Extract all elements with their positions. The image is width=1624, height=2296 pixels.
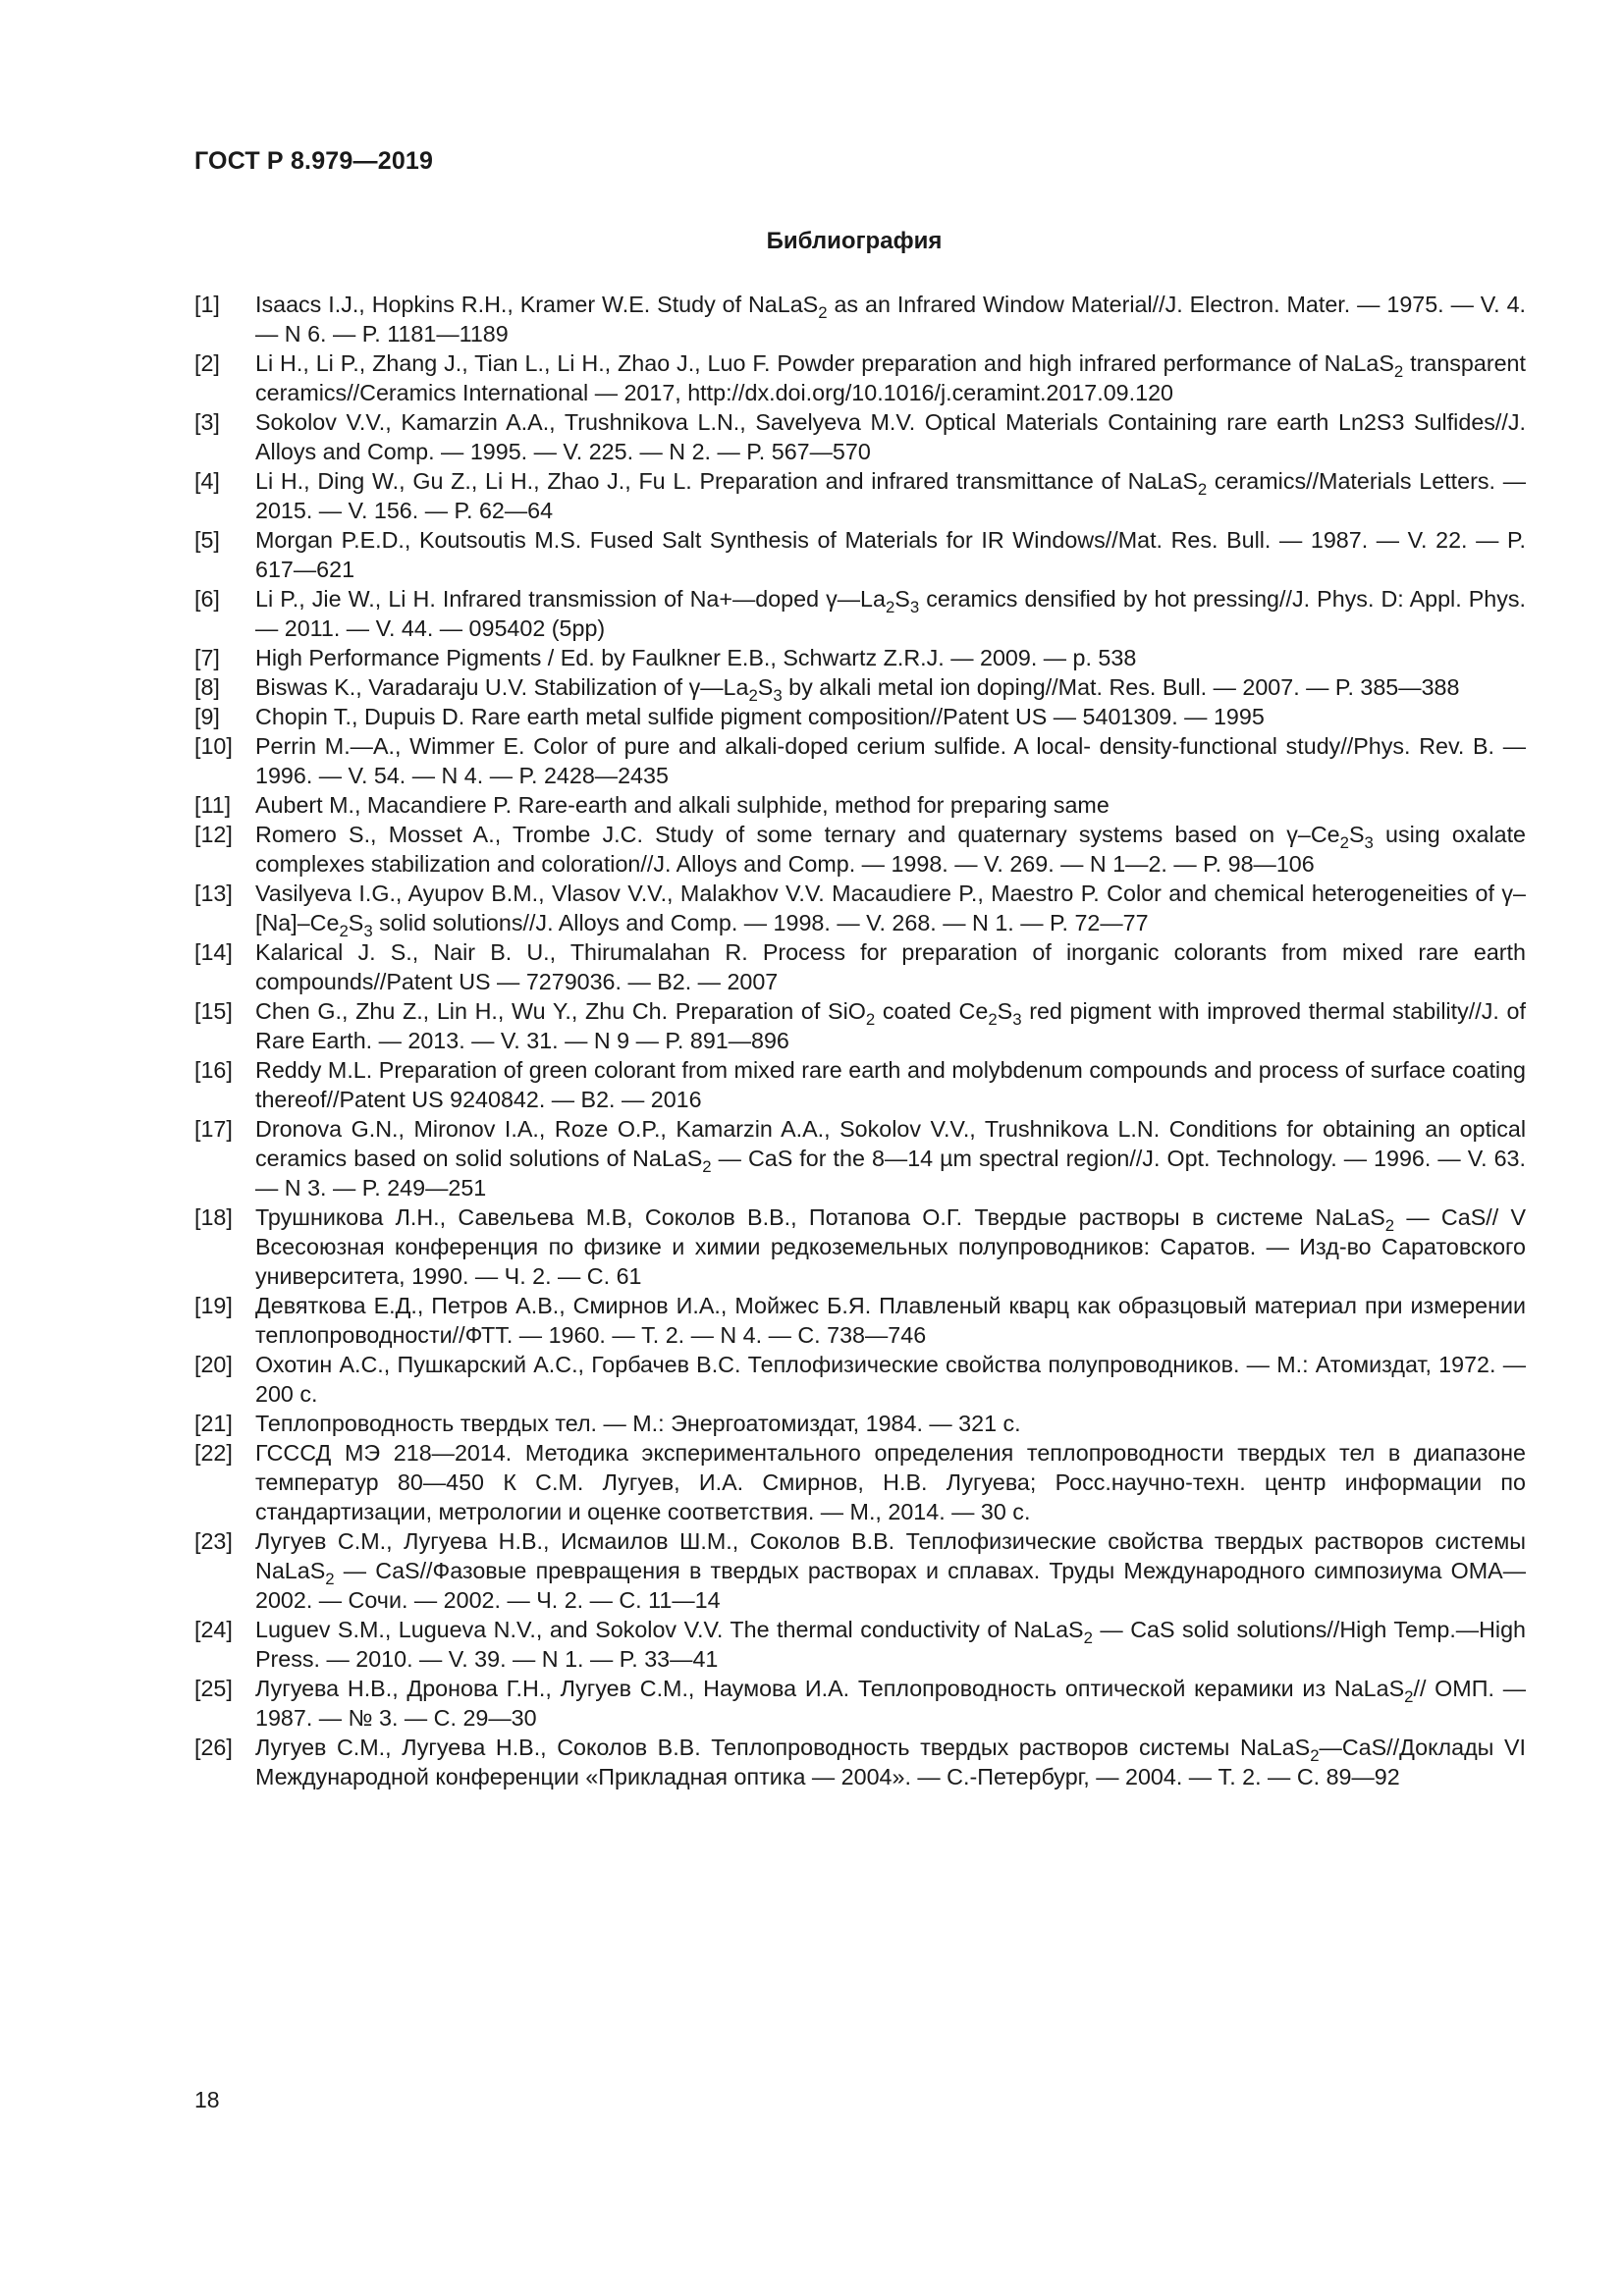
bibliography-entry [194,1055,1526,1114]
bibliography-entry [194,672,1526,705]
bibliography-entry [194,1615,1526,1674]
bibliography-title: Библиография [766,228,943,254]
bibliography-entry-number: [9] [194,704,220,729]
bibliography-entry-number: [24] [194,1617,233,1642]
bibliography-entry [194,1674,1526,1733]
bibliography-entry [194,790,1526,820]
bibliography-entry [194,996,1526,1055]
bibliography-entry-number: [1] [194,292,220,317]
bibliography-entry [194,1438,1526,1526]
bibliography-entry-text: Девяткова Е.Д., Петров А.В., Смирнов И.А., Мойжес Б.Я. Плавленый кварц как образцовый материал при измерении теплопроводности//ФТТ. — 1960. — Т. 2. — N 4. — С. 738—746 [255,1293,1526,1348]
bibliography-entry-number: [13] [194,881,233,906]
bibliography-entry [194,525,1526,584]
bibliography-entry [194,1114,1526,1202]
bibliography-entry-number: [23] [194,1528,233,1554]
bibliography-entry-text: Лугуев С.М., Лугуева Н.В., Соколов В.В. Теплопроводность твердых растворов системы NaLaS$_2$—CaS//Доклады VI Международной конференции «Прикладная оптика — 2004». — С.-Петербург, — 2004. — Т. 2. — С. 89—92 [255,1735,1526,1789]
bibliography-entry [194,1202,1526,1291]
bibliography-entry-text: Трушникова Л.Н., Савельева М.В, Соколов В.В., Потапова О.Г. Твердые растворы в системе NaLaS$_2$ — CaS// V Всесоюзная конференция по физике и химии редкоземельных полупроводников: Саратов. — Изд-во Саратовского университета, 1990. — Ч. 2. — С. 61 [255,1204,1526,1289]
bibliography-entry-text: Chopin T., Dupuis D. Rare earth metal sulfide pigment composition//Patent US — 5401309. — 1995 [255,704,1265,729]
bibliography-entry-number: [15] [194,998,233,1024]
bibliography-entry [194,820,1526,879]
bibliography-entry-number: [22] [194,1440,233,1466]
bibliography-entry-text: Li P., Jie W., Li H. Infrared transmission of Na+—doped $\gamma—La_2S_3$ ceramics densified by hot pressing//J. Phys. D: Appl. Phys. — 2011. — V. 44. — 095402 (5pp) [255,586,1527,641]
bibliography-entry-text: Chen G., Zhu Z., Lin H., Wu Y., Zhu Ch. Preparation of SiO$_2$ coated $Ce_2S_3$ red pigment with improved thermal stability//J. of Rare Earth. — 2013. — V. 31. — N 9 — P. 891—896 [255,998,1526,1053]
bibliography-entry-number: [8] [194,674,220,700]
page-number: 18 [194,2087,220,2112]
bibliography-entry-number: [19] [194,1293,233,1318]
bibliography-entry [194,702,1526,731]
bibliography-entry-text: Лугуева Н.В., Дронова Г.Н., Лугуев С.М., Наумова И.А. Теплопроводность оптической керамики из NaLaS$_2$// ОМП. — 1987. — № 3. — С. 29—30 [255,1676,1526,1731]
bibliography-entry-text: Perrin M.—A., Wimmer E. Color of pure and alkali-doped cerium sulfide. A local- density-functional study//Phys. Rev. B. — 1996. — V. 54. — N 4. — P. 2428—2435 [255,733,1526,788]
bibliography-entry-number: [26] [194,1735,233,1760]
bibliography-entry [194,731,1526,790]
bibliography-entry-text: Dronova G.N., Mironov I.A., Roze O.P., Kamarzin A.A., Sokolov V.V., Trushnikova L.N. Conditions for obtaining an optical ceramics based on solid solutions of NaLaS$_2$ — CaS for the 8—14 µm spectral region//J. Opt. Technology. — 1996. — V. 63. — N 3. — P. 249—251 [255,1116,1526,1201]
bibliography-entry [194,466,1526,525]
bibliography-entry-text: Isaacs I.J., Hopkins R.H., Kramer W.E. Study of NaLaS$_2$ as an Infrared Window Material//J. Electron. Mater. — 1975. — V. 4. — N 6. — P. 1181—1189 [255,292,1526,347]
bibliography-entry-text: Kalarical J. S., Nair B. U., Thirumalahan R. Process for preparation of inorganic colorants from mixed rare earth compounds//Patent US — 7279036. — B2. — 2007 [255,939,1526,994]
bibliography-entry [194,290,1526,348]
bibliography-entry [194,584,1526,643]
bibliography-entry-number: [17] [194,1116,233,1142]
bibliography-entry-number: [7] [194,645,220,670]
bibliography-entry-number: [20] [194,1352,233,1377]
bibliography-entry [194,879,1526,940]
bibliography-entry-number: [10] [194,733,233,759]
bibliography-entry [194,407,1526,466]
bibliography-entry [194,1409,1526,1438]
bibliography-entry [194,348,1526,407]
bibliography-entry-number: [12] [194,822,233,847]
bibliography-entry [194,937,1526,996]
bibliography-entry-text: Охотин А.С., Пушкарский А.С., Горбачев В.С. Теплофизические свойства полупроводников. — М.: Атомиздат, 1972. — 200 с. [255,1352,1526,1407]
bibliography-entry-number: [6] [194,586,220,612]
bibliography-entry-text: ГСССД МЭ 218—2014. Методика экспериментального определения теплопроводности твердых тел в диапазоне температур 80—450 К С.М. Лугуев, И.А. Смирнов, Н.В. Лугуева; Росс.научно-техн. центр информации по стандартизации, метрологии и оценке соответствия. — М., 2014. — 30 с. [255,1440,1526,1524]
bibliography-entry-text: Biswas K., Varadaraju U.V. Stabilization of $\gamma—La_2S_3$ by alkali metal ion doping//Mat. Res. Bull. — 2007. — P. 385—388 [255,674,1460,705]
document-standard-header: ГОСТ Р 8.979—2019 [194,147,434,175]
bibliography-entry-text: High Performance Pigments / Ed. by Faulkner E.B., Schwartz Z.R.J. — 2009. — p. 538 [255,645,1137,670]
bibliography-entry-number: [4] [194,468,220,494]
bibliography-entry-number: [14] [194,939,233,965]
bibliography-entry-number: [3] [194,409,220,435]
bibliography-entry [194,643,1526,672]
bibliography-entry-number: [21] [194,1411,233,1436]
bibliography-entry-text: Li H., Li P., Zhang J., Tian L., Li H., Zhao J., Luo F. Powder preparation and high infrared performance of NaLaS$_2$ transparent ceramics//Ceramics International — 2017, http://dx.doi.org/10.1016/j.ceramint.2017.09.120 [255,350,1526,405]
bibliography-list [194,290,1526,1791]
bibliography-entry-text: Теплопроводность твердых тел. — М.: Энергоатомиздат, 1984. — 321 с. [255,1411,1021,1436]
bibliography-entry-text: Romero S., Mosset A., Trombe J.C. Study of some ternary and quaternary systems based on $\gamma-Ce_2S_3$ using oxalate complexes stabilization and coloration//J. Alloys and Comp. — 1998. — V. 269. — N 1—2. — P. 98—106 [255,822,1527,877]
bibliography-entry-number: [11] [194,792,232,818]
bibliography-entry [194,1350,1526,1409]
bibliography-entry [194,1291,1526,1350]
bibliography-entry-text: Li H., Ding W., Gu Z., Li H., Zhao J., Fu L. Preparation and infrared transmittance of NaLaS$_2$ ceramics//Materials Letters. — 2015. — V. 156. — P. 62—64 [255,468,1526,523]
bibliography-entry-text: Reddy M.L. Preparation of green colorant from mixed rare earth and molybdenum compounds and process of surface coating thereof//Patent US 9240842. — B2. — 2016 [255,1057,1526,1112]
bibliography-entry-text: Sokolov V.V., Kamarzin A.A., Trushnikova L.N., Savelyeva M.V. Optical Materials Containing rare earth Ln2S3 Sulfides//J. Alloys and Comp. — 1995. — V. 225. — N 2. — P. 567—570 [255,409,1526,464]
bibliography-entry-text: Лугуев С.М., Лугуева Н.В., Исмаилов Ш.М., Соколов В.В. Теплофизические свойства твердых растворов системы NaLaS$_2$ — CaS//Фазовые превращения в твердых растворах и сплавах. Труды Международного симпозиума ОМА—2002. — Сочи. — 2002. — Ч. 2. — С. 11—14 [255,1528,1526,1613]
bibliography-entry-number: [25] [194,1676,233,1701]
bibliography-entry-text: Vasilyeva I.G., Ayupov B.M., Vlasov V.V., Malakhov V.V. Macaudiere P., Maestro P. Color and chemical heterogeneities of $\gamma-[Na]-Ce_2S_3$ solid solutions//J. Alloys and Comp. — 1998. — V. 268. — N 1. — P. 72—77 [255,881,1526,940]
bibliography-entry-number: [2] [194,350,220,376]
bibliography-entry-number: [18] [194,1204,233,1230]
bibliography-entry-text: Luguev S.M., Lugueva N.V., and Sokolov V.V. The thermal conductivity of NaLaS$_2$ — CaS solid solutions//High Temp.—High Press. — 2010. — V. 39. — N 1. — P. 33—41 [255,1617,1526,1672]
bibliography-entry [194,1733,1526,1791]
bibliography-entry-text: Morgan P.E.D., Koutsoutis M.S. Fused Salt Synthesis of Materials for IR Windows//Mat. Res. Bull. — 1987. — V. 22. — P. 617—621 [255,527,1526,582]
bibliography-entry-number: [5] [194,527,220,553]
bibliography-entry-number: [16] [194,1057,233,1083]
bibliography-entry-text: Aubert M., Macandiere P. Rare-earth and alkali sulphide, method for preparing same [255,792,1110,818]
bibliography-entry [194,1526,1526,1615]
